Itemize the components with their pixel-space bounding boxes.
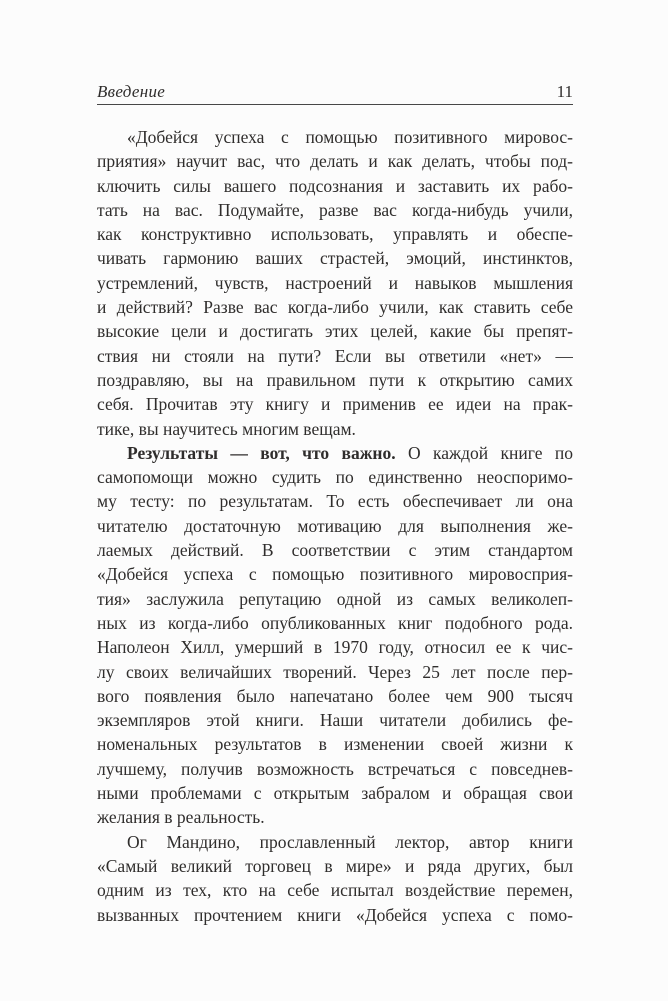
text-line: ных из когда-либо опубликованных книг подобного рода. <box>97 612 573 633</box>
text-line: чивать гармонию ваших страстей, эмоций, инстинктов, <box>97 248 573 269</box>
running-title: Введение <box>97 82 166 101</box>
text-line: как конструктивно использовать, управлять и обеспе- <box>97 224 573 245</box>
text-line: себя. Прочитав эту книгу и применив ее идеи на прак- <box>97 394 573 415</box>
page-header <box>97 82 573 104</box>
text-line: самопомощи можно судить по единственно неоспоримо- <box>97 467 573 488</box>
paragraph <box>97 441 573 830</box>
paragraph <box>97 830 573 927</box>
text-line: приятия» научит вас, что делать и как делать, чтобы под- <box>97 151 573 172</box>
text-line: «Добейся успеха с помощью позитивного мировос- <box>127 127 573 147</box>
text-line: «Самый великий торговец в мире» и ряда других, был <box>97 855 573 876</box>
text-line: экземпляров этой книги. Наши читатели добились фе- <box>97 710 573 731</box>
text-line: вызванных прочтением книги «Добейся успеха с помо- <box>97 904 573 925</box>
text-line: «Добейся успеха с помощью позитивного мировосприя- <box>97 564 573 585</box>
text-line: тия» заслужила репутацию одной из самых великолеп- <box>97 588 573 609</box>
body-text <box>97 125 573 927</box>
text-line: лу своих величайших творений. Через 25 лет после пер- <box>97 661 573 682</box>
text-line: ными проблемами с открытым забралом и обращая свои <box>97 783 573 804</box>
text-line: Результаты — вот, что важно. О каждой книге по <box>127 442 573 463</box>
text-line: тике, вы научитесь многим вещам. <box>97 418 356 439</box>
text-line: высокие цели и достигать этих целей, какие бы препят- <box>97 321 573 342</box>
text-line: Ог Мандино, прославленный лектор, автор книги <box>127 831 573 852</box>
text-line: номенальных результатов в изменении своей жизни к <box>97 734 573 755</box>
header-rule <box>97 104 573 105</box>
text-line: лаемых действий. В соответствии с этим стандартом <box>97 540 573 561</box>
text-line: ключить силы вашего подсознания и заставить их рабо- <box>97 175 573 196</box>
page-number: 11 <box>556 82 573 101</box>
text-line: тать на вас. Подумайте, разве вас когда-нибудь учили, <box>97 199 573 220</box>
paragraph <box>97 125 573 441</box>
text-line: устремлений, чувств, настроений и навыков мышления <box>97 272 573 293</box>
bold-lead-in: Результаты — вот, что важно. <box>127 442 396 463</box>
text-line: желания в реальность. <box>97 807 265 828</box>
text-line: лучшему, получив возможность встречаться с повседнев- <box>97 758 573 779</box>
text-line: читателю достаточную мотивацию для выполнения же- <box>97 515 573 536</box>
text-line: ствия ни стояли на пути? Если вы ответили «нет» — <box>97 345 573 366</box>
text-line: и действий? Разве вас когда-либо учили, как ставить себе <box>97 297 573 318</box>
text-line: вого появления было напечатано более чем 900 тысяч <box>97 685 573 706</box>
text-line: му тесту: по результатам. То есть обеспечивает ли она <box>97 491 573 512</box>
text-line: поздравляю, вы на правильном пути к открытию самих <box>97 369 573 390</box>
text-line: Наполеон Хилл, умерший в 1970 году, относил ее к чис- <box>97 637 573 658</box>
text-line: одним из тех, кто на себе испытал воздействие перемен, <box>97 880 573 901</box>
